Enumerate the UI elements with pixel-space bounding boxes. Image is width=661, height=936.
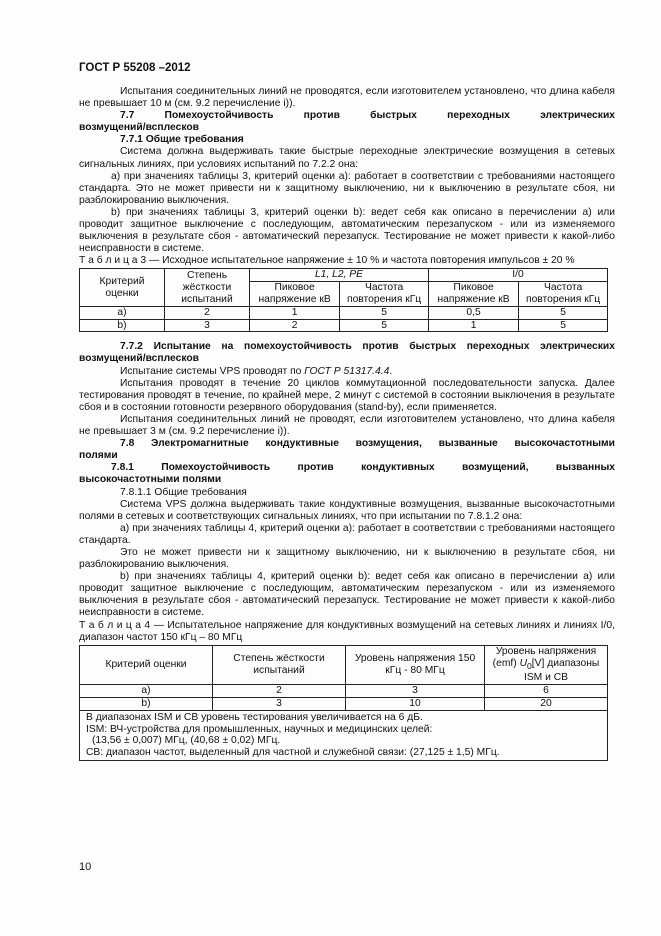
standard-reference: ГОСТ Р 51317.4.4 <box>304 365 390 377</box>
section-heading-7-8-1: 7.8.1 Помехоустойчивость против кондуктивных возмущений, вызванных <box>111 462 615 474</box>
paragraph: Система должна выдерживать такие быстрые переходные электрические возмущения в сетевых сигнальных линиях, при условиях испытаний по 7.2.2 она: <box>79 146 615 170</box>
list-item-a: а) при значениях таблицы 4, критерий оценки а): работает в соответствии с требованиями настоящего стандарта. <box>79 522 615 546</box>
table-3-caption: Т а б л и ц а 3 — Исходное испытательное напряжение ± 10 % и частота повторения импульсов ± 20 % <box>79 255 575 267</box>
list-item-a: а) при значениях таблицы 3, критерий оценки а): работает в соответствии с требованиями настоящего стандарта. Это не может привести ни к защитному выключению, ни к выключению в результате сбоя, ни разблокированию выключения. <box>79 170 615 206</box>
table-header: Частота повторения кГц <box>519 282 608 307</box>
section-heading-7-7-1: 7.7.1 Общие требования <box>120 134 244 146</box>
table-header: L1, L2, PE <box>250 269 429 282</box>
table-row: b) 3 10 20 <box>80 697 608 710</box>
list-item-b: b) при значениях таблицы 4, критерий оценки b): ведет себя как описано в перечислении а) или проводит защитное выключение с последующим, автоматическим перезапуском - или из изменяемого выключения в результате сбоя - автоматический перезапуск. Тестирование не может привести к какой-либо неисправности в системе. <box>79 571 615 619</box>
table-header: Пиковое напряжение кВ <box>428 282 518 307</box>
table-header: Критерий оценки <box>80 269 165 306</box>
document-body <box>79 86 615 761</box>
table-note: ISM: ВЧ-устройства для промышленных, научных и медицинских целей: <box>86 723 433 735</box>
document-header: ГОСТ Р 55208 –2012 <box>79 62 191 74</box>
paragraph: Испытания проводят в течение 20 циклов коммутационной последовательности запуска. Далее тестирования проводят в течение, по крайней мере, 2 минут с системой в состоянии выключения в результате сбоя и в состоянии готовности резервного оборудования (stand-by), если применяется. <box>79 377 615 413</box>
list-item-b: b) при значениях таблицы 3, критерий оценки b): ведет себя как описано в перечислении а) или проводит защитное выключение с последующим, автоматическим перезапуском - или из изменяемого выключения в результате сбоя - автоматический перезапуск. Тестирование не может привести к какой-либо неисправности в системе. <box>79 206 615 255</box>
table-header: Степень жёсткости испытаний <box>165 269 250 306</box>
section-heading-7-7-2: 7.7.2 Испытание на помехоустойчивость против быстрых переходных электрических <box>120 341 615 353</box>
page-number: 10 <box>79 861 92 873</box>
section-heading-7-8-1-cont: высокочастотными полями <box>79 474 222 486</box>
paragraph: Испытание системы VPS проводят по ГОСТ Р 51317.4.4. <box>120 365 393 377</box>
table-4-caption: Т а б л и ц а 4 — Испытательное напряжение для кондуктивных возмущений на сетевых линиях и линиях I/0, диапазон частот 150 кГц – 80 МГц <box>79 619 615 643</box>
table-header: Критерий оценки <box>80 645 213 684</box>
section-heading-7-8-1-1: 7.8.1.1 Общие требования <box>120 486 247 498</box>
table-note: В диапазонах ISM и CB уровень тестирования увеличивается на 6 дБ. <box>86 711 423 723</box>
table-notes <box>80 710 608 760</box>
section-heading-7-7-cont: возмущений/всплесков <box>79 122 199 134</box>
table-4 <box>79 645 608 761</box>
table-3 <box>79 268 608 332</box>
table-header: Уровень напряжения (emf) $U_0[V]$ диапазоны ISM и CB <box>485 645 608 684</box>
table-header: Частота повторения кГц <box>340 282 429 307</box>
paragraph: Испытания соединительных линий не проводятся, если изготовителем установлено, что длина кабеля не превышает 10 м (см. 9.2 перечисление i)). <box>79 86 615 110</box>
table-note: (13,56 ± 0,007) МГц, (40,68 ± 0,02) МГц. <box>92 735 281 747</box>
table-header: I/0 <box>428 269 607 282</box>
paragraph: Это не может привести ни к защитному выключению, ни к выключению в результате сбоя, ни разблокированию выключения. <box>79 546 615 571</box>
table-row: a) 2 1 5 0,5 5 <box>80 306 608 319</box>
table-header: Пиковое напряжение кВ <box>250 282 340 307</box>
section-heading-7-7-2-cont: возмущений/всплесков <box>79 353 199 365</box>
table-note: CB: диапазон частот, выделенный для частной и служебной связи: (27,125 ± 1,5) МГц. <box>86 747 500 759</box>
section-heading-7-7: 7.7 Помехоустойчивость против быстрых переходных электрических <box>120 110 615 122</box>
table-header: Уровень напряжения 150 кГц - 80 МГц <box>346 645 485 684</box>
section-heading-7-8-cont: полями <box>79 450 118 462</box>
table-header: Степень жёсткости испытаний <box>213 645 346 684</box>
paragraph: Испытания соединительных линий не проводят, если изготовителем установлено, что длина кабеля не превышает 3 м (см. 9.2 перечисление i)). <box>79 413 615 438</box>
table-row: a) 2 3 6 <box>80 685 608 698</box>
table-row: b) 3 2 5 1 5 <box>80 319 608 332</box>
paragraph: Система VPS должна выдерживать такие кондуктивные возмущения, вызванные высокочастотными полями в сетевых и соответствующих сигнальных линиях, что при испытании по 7.8.1.2 она: <box>79 498 615 522</box>
section-heading-7-8: 7.8 Электромагнитные кондуктивные возмущения, вызванные высокочастотными <box>120 438 615 450</box>
